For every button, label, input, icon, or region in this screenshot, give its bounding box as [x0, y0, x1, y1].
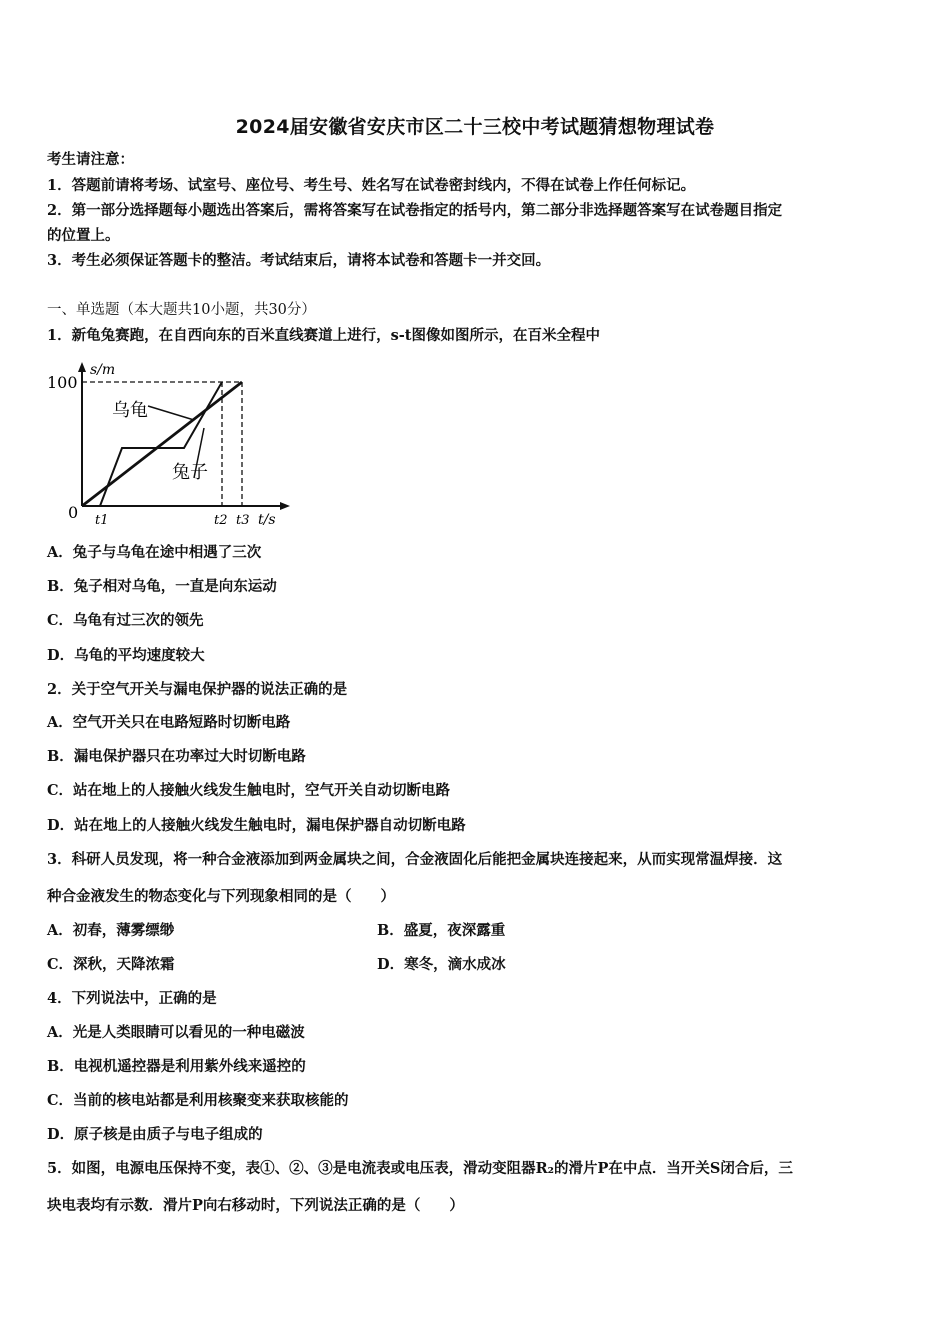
q1-option-c: C．乌龟有过三次的领先	[47, 612, 204, 629]
tortoise-annotation: 乌龟	[112, 400, 148, 421]
q1-option-b: B．兔子相对乌龟，一直是向东运动	[47, 578, 277, 595]
y-tick-100: 100	[47, 373, 78, 392]
q3-option-c: C．深秋，天降浓霜	[47, 956, 175, 973]
q1-stem: 1．新龟兔赛跑，在自西向东的百米直线赛道上进行，s-t图像如图所示，在百米全程中	[47, 327, 600, 344]
notice-item-1: 1．答题前请将考场、试室号、座位号、考生号、姓名写在试卷密封线内，不得在试卷上作任何标记。	[47, 177, 696, 194]
x-axis-arrow	[280, 502, 290, 510]
section-heading: 一、单选题（本大题共10小题，共30分）	[47, 302, 316, 318]
q4-option-b: B．电视机遥控器是利用紫外线来遥控的	[47, 1058, 306, 1075]
rabbit-annotation: 兔子	[172, 462, 208, 483]
exam-title: 2024届安徽省安庆市区二十三校中考试题猜想物理试卷	[235, 116, 715, 138]
q1-option-d: D．乌龟的平均速度较大	[47, 647, 205, 664]
q3-option-d: D．寒冬，滴水成冰	[377, 956, 506, 973]
tortoise-pointer	[148, 406, 194, 420]
q2-option-b: B．漏电保护器只在功率过大时切断电路	[47, 748, 306, 765]
q2-stem: 2．关于空气开关与漏电保护器的说法正确的是	[47, 681, 348, 698]
q3-stem-line2: 种合金液发生的物态变化与下列现象相同的是（ ）	[47, 888, 395, 905]
x-axis-label: t/s	[258, 512, 276, 528]
q2-option-a: A．空气开关只在电路短路时切断电路	[47, 714, 291, 731]
q4-option-c: C．当前的核电站都是利用核聚变来获取核能的	[47, 1092, 349, 1109]
st-graph	[44, 358, 294, 533]
x-tick-t3: t3	[236, 513, 250, 528]
x-tick-t1: t1	[95, 513, 109, 528]
q2-option-c: C．站在地上的人接触火线发生触电时，空气开关自动切断电路	[47, 782, 451, 799]
q3-option-b: B．盛夏，夜深露重	[377, 922, 506, 939]
q5-stem-line1: 5．如图，电源电压保持不变，表①、②、③是电流表或电压表，滑动变阻器R₂的滑片P在中点．当开关S闭合后，三	[47, 1160, 793, 1177]
q2-option-d: D．站在地上的人接触火线发生触电时，漏电保护器自动切断电路	[47, 817, 466, 834]
y-axis-label: s/m	[90, 362, 116, 378]
origin-label: 0	[68, 503, 79, 522]
notice-item-2-cont: 的位置上。	[47, 227, 120, 244]
notice-item-2: 2．第一部分选择题每小题选出答案后，需将答案写在试卷指定的括号内，第二部分非选择题答案写在试卷题目指定	[47, 202, 783, 219]
q4-stem: 4．下列说法中，正确的是	[47, 990, 217, 1007]
q3-stem-line1: 3．科研人员发现，将一种合金液添加到两金属块之间，合金液固化后能把金属块连接起来，从而实现常温焊接．这	[47, 851, 783, 868]
q4-option-a: A．光是人类眼睛可以看见的一种电磁波	[47, 1024, 305, 1041]
q3-option-a: A．初春，薄雾缥缈	[47, 922, 175, 939]
q4-option-d: D．原子核是由质子与电子组成的	[47, 1126, 263, 1143]
q1-option-a: A．兔子与乌龟在途中相遇了三次	[47, 544, 262, 561]
y-axis-arrow	[78, 362, 86, 372]
notice-item-3: 3．考生必须保证答题卡的整洁。考试结束后，请将本试卷和答题卡一并交回。	[47, 252, 551, 269]
notice-heading: 考生请注意：	[47, 151, 134, 168]
q5-stem-line2: 块电表均有示数．滑片P向右移动时，下列说法正确的是（ ）	[47, 1197, 464, 1214]
x-tick-t2: t2	[214, 513, 228, 528]
